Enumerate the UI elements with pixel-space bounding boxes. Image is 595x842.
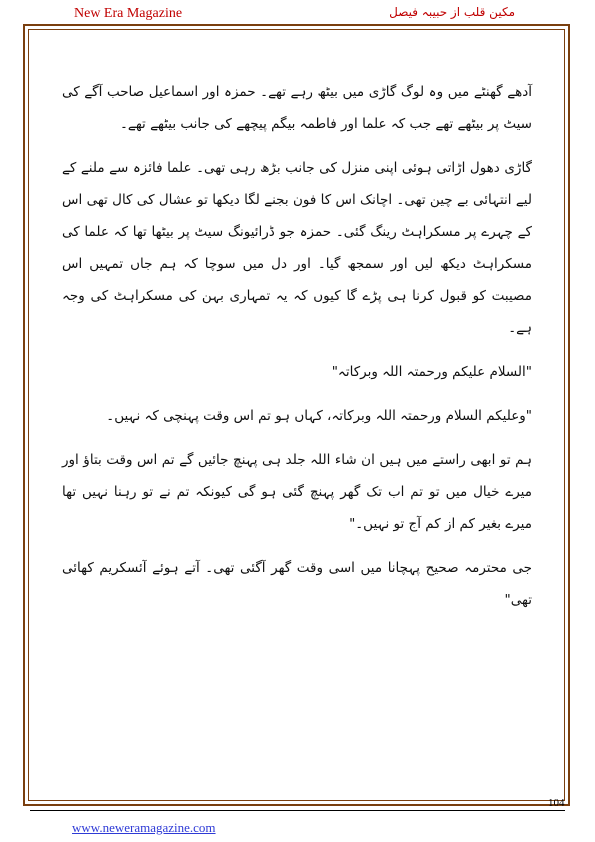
paragraph: گاڑی دھول اڑاتی ہوئی اپنی منزل کی جانب بڑھ رہی تھی۔ علما فائزہ سے ملنے کے لیے انتہائی بے چین تھی۔ اچانک اس کا فون بجنے لگا دیکھا تو عشال کی کال تھی اس کے چہرے پر مسکراہٹ رینگ گئی۔ حمزہ جو ڈرائیونگ سیٹ پر بیٹھا تھا کہ علما کی مسکراہٹ دیکھ لیں اور سمجھ گیا۔ اور دل میں سوچا کہ ہم جاں تمہیں اس مصیبت کو قبول کرنا ہی پڑے گا کیوں کہ یہ تمہاری بہن کی مسکراہٹ کی وجہ ہے۔ xyxy=(62,160,532,336)
paragraph: ہم تو ابھی راستے میں ہیں ان شاء اللہ جلد ہی پہنچ جائیں گے تم اس وقت بتاؤ اور میرے خیال میں تو تم اب تک گھر پہنچ گئی ہو گی کیونکہ تم نے تو رہنا نہیں تھا میرے بغیر کم از کم آج تو نہیں۔" xyxy=(62,452,532,532)
paragraph: "وعلیکم السلام ورحمتہ اللہ وبرکاتہ، کہاں ہو تم اس وقت پہنچی کہ نہیں۔ xyxy=(106,408,532,424)
paragraph: جی محترمہ صحیح پہچانا میں اسی وقت گھر آگئی تھی۔ آتے ہوئے آئسکریم کھائی تھی" xyxy=(62,560,532,608)
page-number: 104 xyxy=(548,797,565,809)
story-text xyxy=(62,76,532,628)
website-link[interactable]: www.neweramagazine.com xyxy=(72,820,216,835)
novel-title: مکین قلب از حبیبہ فیصل xyxy=(389,5,515,19)
footer-rule xyxy=(30,810,565,811)
magazine-name: New Era Magazine xyxy=(74,6,183,21)
paragraph: "السلام علیکم ورحمتہ اللہ وبرکاتہ" xyxy=(331,364,532,380)
paragraph: آدھے گھنٹے میں وہ لوگ گاڑی میں بیٹھ رہے تھے۔ حمزہ اور اسماعیل صاحب آگے کی سیٹ پر بیٹھے تھے جب کہ علما اور فاطمہ بیگم پیچھے کی جانب بیٹھے تھے۔ xyxy=(62,84,532,132)
